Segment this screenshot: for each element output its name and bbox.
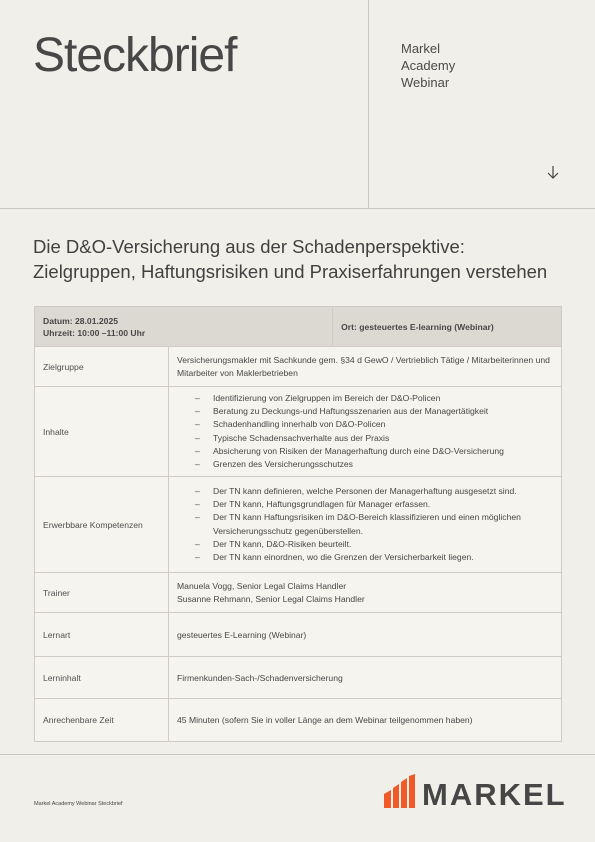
list-item: – Der TN kann, D&O-Risiken beurteilt. (195, 538, 553, 551)
trainer-line: Manuela Vogg, Senior Legal Claims Handler (177, 580, 347, 591)
list-item: – Identifizierung von Zielgruppen im Bereich der D&O-Policen (195, 392, 553, 405)
arrow-down-icon[interactable] (545, 163, 561, 181)
header-side-label (401, 40, 455, 91)
row-value: Versicherungsmakler mit Sachkunde gem. §34 d GewO / Vertrieblich Tätige / Mitarbeiterinnen und Mitarbeiter von Maklerbetrieben (169, 347, 562, 387)
list-item: – Absicherung von Risiken der Managerhaftung durch eine D&O-Versicherung (195, 445, 553, 458)
row-label: Inhalte (35, 387, 169, 477)
row-label: Anrechenbare Zeit (35, 699, 169, 742)
location-cell: Ort: gesteuertes E-learning (Webinar) (333, 307, 562, 347)
trainer-line: Susanne Rehmann, Senior Legal Claims Handler (177, 593, 365, 604)
row-label: Trainer (35, 573, 169, 613)
markel-logo-icon (384, 774, 416, 808)
list-item: – Der TN kann, Haftungsgrundlagen für Manager erfassen. (195, 498, 553, 511)
list-item: – Der TN kann Haftungsrisiken im D&O-Bereich klassifizieren und einen möglichen Versicherungsschutz gegenüberstellen. (195, 511, 553, 537)
header-vertical-divider (368, 0, 369, 208)
row-label: Lernart (35, 613, 169, 657)
list-item: – Der TN kann einordnen, wo die Grenzen der Versicherbarkeit liegen. (195, 551, 553, 564)
side-label-line: Academy (401, 58, 456, 73)
list-item: – Grenzen des Versicherungsschutzes (195, 458, 553, 471)
page-title: Steckbrief (33, 29, 237, 82)
list-item: – Der TN kann definieren, welche Personen der Managerhaftung ausgesetzt sind. (195, 485, 553, 498)
table-row (35, 477, 562, 573)
date-time-cell (35, 307, 333, 347)
header-divider (0, 208, 595, 209)
table-row (35, 347, 562, 387)
course-info-table (34, 306, 562, 742)
table-row (35, 613, 562, 657)
footer-divider (0, 754, 595, 755)
table-row (35, 387, 562, 477)
competence-list (177, 485, 553, 564)
row-value: 45 Minuten (sofern Sie in voller Länge an dem Webinar teilgenommen haben) (169, 699, 562, 742)
subtitle-line-2: Zielgruppen, Haftungsrisiken und Praxiserfahrungen verstehen (33, 261, 548, 282)
row-value (169, 477, 562, 573)
row-value (169, 573, 562, 613)
row-label: Zielgruppe (35, 347, 169, 387)
row-value (169, 387, 562, 477)
date-text: Datum: 28.01.2025 (43, 315, 118, 326)
footer-text: Markel Academy Webinar Steckbrief (34, 801, 123, 807)
content-list (177, 392, 553, 471)
table-row (35, 573, 562, 613)
time-text: Uhrzeit: 10:00 –11:00 Uhr (43, 327, 146, 338)
document-subtitle (33, 234, 573, 284)
list-item: – Beratung zu Deckungs-und Haftungsszenarien aus der Managertätigkeit (195, 405, 553, 418)
table-row (35, 699, 562, 742)
list-item: – Schadenhandling innerhalb von D&O-Policen (195, 418, 553, 431)
table-row (35, 657, 562, 699)
date-row (35, 307, 562, 347)
row-value: gesteuertes E-Learning (Webinar) (169, 613, 562, 657)
row-label: Lerninhalt (35, 657, 169, 699)
side-label-line: Webinar (401, 75, 450, 90)
subtitle-line-1: Die D&O-Versicherung aus der Schadenperspektive: (33, 236, 465, 257)
row-value: Firmenkunden-Sach-/Schadenversicherung (169, 657, 562, 699)
side-label-line: Markel (401, 41, 441, 56)
markel-logo-wordmark: MARKEL (422, 777, 567, 812)
list-item: – Typische Schadensachverhalte aus der Praxis (195, 432, 553, 445)
row-label: Erwerbbare Kompetenzen (35, 477, 169, 573)
